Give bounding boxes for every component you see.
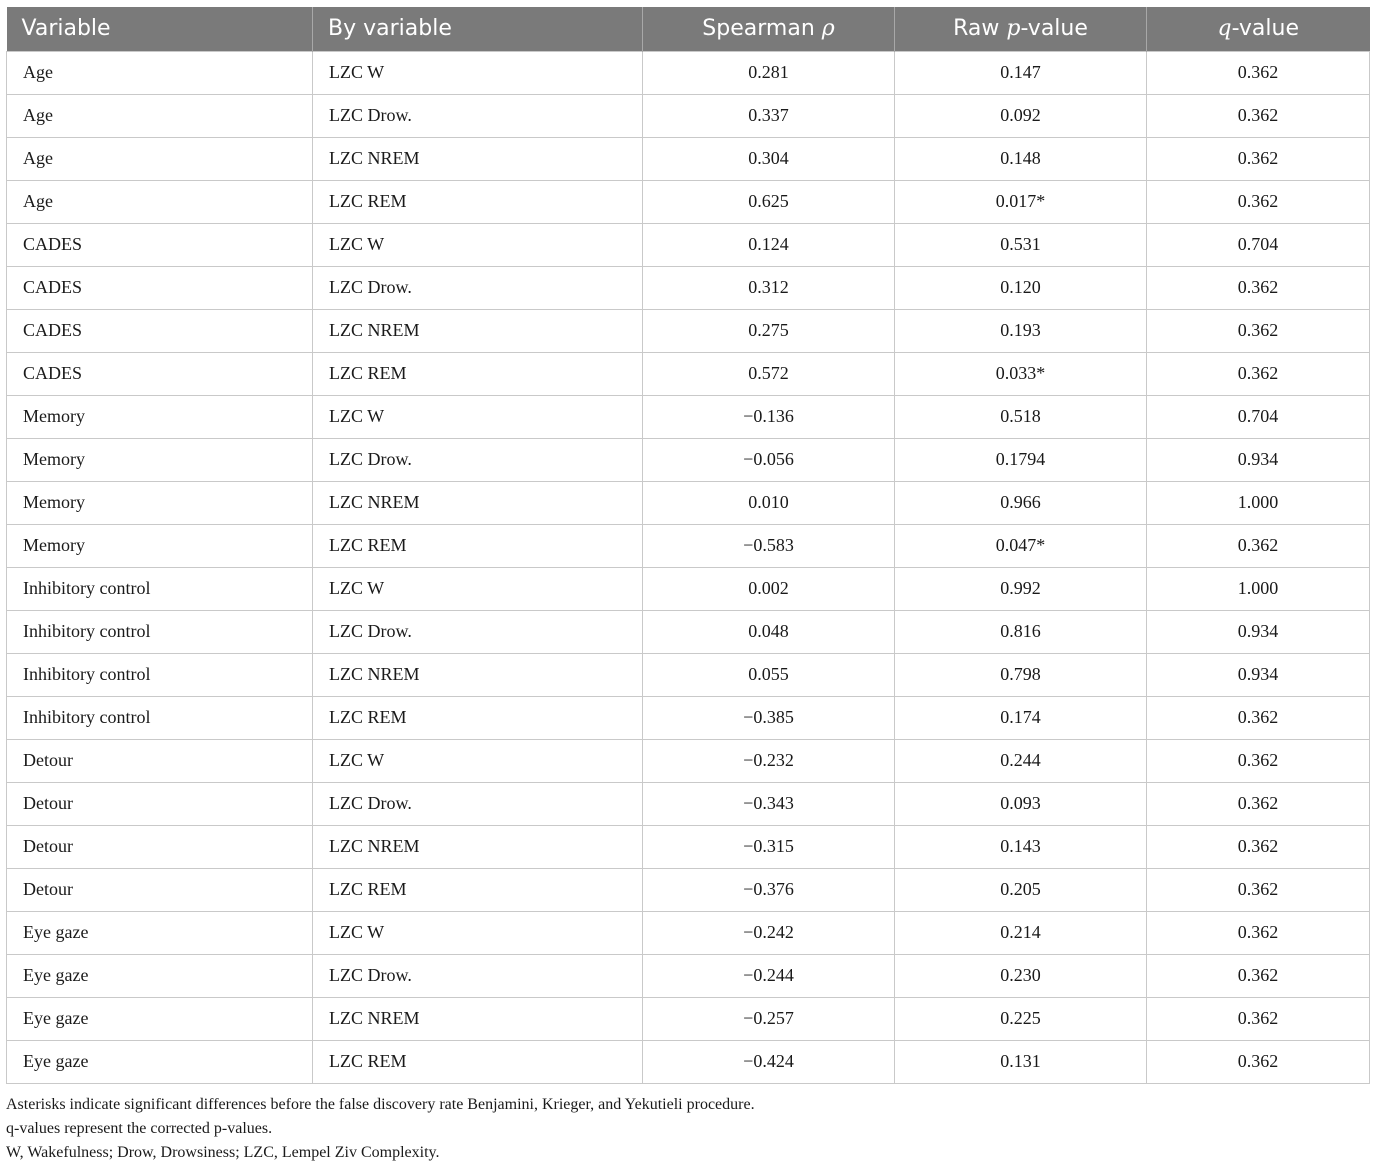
cell-spearman-rho: −0.315 <box>643 825 895 868</box>
cell-by-variable: LZC REM <box>313 180 643 223</box>
cell-q-value: 0.362 <box>1147 825 1370 868</box>
cell-by-variable: LZC REM <box>313 352 643 395</box>
cell-raw-p-value: 0.992 <box>895 567 1147 610</box>
cell-by-variable: LZC Drow. <box>313 266 643 309</box>
cell-spearman-rho: −0.257 <box>643 997 895 1040</box>
table-row <box>7 739 1370 782</box>
header-raw-suffix: -value <box>1020 16 1088 42</box>
cell-raw-p-value: 0.214 <box>895 911 1147 954</box>
header-by-variable: By variable <box>313 7 643 51</box>
footnote-asterisks: Asterisks indicate significant differences before the false discovery rate Benjamini, Krieger, and Yekutieli procedure. <box>6 1096 755 1113</box>
cell-by-variable: LZC NREM <box>313 653 643 696</box>
cell-variable: Age <box>7 180 313 223</box>
cell-q-value: 0.362 <box>1147 696 1370 739</box>
table-row <box>7 223 1370 266</box>
cell-raw-p-value: 0.193 <box>895 309 1147 352</box>
cell-raw-p-value: 0.092 <box>895 94 1147 137</box>
cell-q-value: 1.000 <box>1147 567 1370 610</box>
cell-variable: Eye gaze <box>7 911 313 954</box>
cell-variable: Age <box>7 137 313 180</box>
cell-q-value: 0.362 <box>1147 911 1370 954</box>
cell-by-variable: LZC Drow. <box>313 438 643 481</box>
cell-q-value: 0.934 <box>1147 610 1370 653</box>
cell-by-variable: LZC W <box>313 911 643 954</box>
table-row <box>7 94 1370 137</box>
table-row <box>7 309 1370 352</box>
cell-variable: Age <box>7 94 313 137</box>
cell-raw-p-value: 0.518 <box>895 395 1147 438</box>
cell-raw-p-value: 0.148 <box>895 137 1147 180</box>
cell-by-variable: LZC Drow. <box>313 610 643 653</box>
cell-q-value: 0.362 <box>1147 51 1370 94</box>
cell-spearman-rho: −0.244 <box>643 954 895 997</box>
cell-variable: Detour <box>7 739 313 782</box>
cell-variable: CADES <box>7 309 313 352</box>
table-row <box>7 180 1370 223</box>
cell-by-variable: LZC W <box>313 567 643 610</box>
cell-q-value: 0.362 <box>1147 997 1370 1040</box>
header-row <box>7 7 1370 51</box>
cell-spearman-rho: 0.281 <box>643 51 895 94</box>
cell-spearman-rho: 0.124 <box>643 223 895 266</box>
header-raw-prefix: Raw <box>953 16 1007 42</box>
cell-raw-p-value: 0.966 <box>895 481 1147 524</box>
footnote-abbreviations: W, Wakefulness; Drow, Drowsiness; LZC, Lempel Ziv Complexity. <box>6 1144 440 1161</box>
cell-raw-p-value: 0.147 <box>895 51 1147 94</box>
cell-spearman-rho: −0.343 <box>643 782 895 825</box>
cell-raw-p-value: 0.131 <box>895 1040 1147 1083</box>
cell-spearman-rho: 0.304 <box>643 137 895 180</box>
cell-spearman-rho: 0.048 <box>643 610 895 653</box>
table-row <box>7 524 1370 567</box>
cell-variable: Eye gaze <box>7 954 313 997</box>
cell-raw-p-value: 0.093 <box>895 782 1147 825</box>
cell-spearman-rho: −0.136 <box>643 395 895 438</box>
table-row <box>7 352 1370 395</box>
cell-spearman-rho: −0.056 <box>643 438 895 481</box>
cell-spearman-rho: −0.424 <box>643 1040 895 1083</box>
table-row <box>7 51 1370 94</box>
cell-q-value: 0.362 <box>1147 137 1370 180</box>
header-raw-p-value <box>895 7 1147 51</box>
table-row <box>7 696 1370 739</box>
table-row <box>7 911 1370 954</box>
cell-raw-p-value: 0.1794 <box>895 438 1147 481</box>
cell-by-variable: LZC Drow. <box>313 954 643 997</box>
cell-variable: Inhibitory control <box>7 567 313 610</box>
cell-variable: Memory <box>7 395 313 438</box>
header-spearman-symbol: ρ <box>821 16 835 42</box>
table-row <box>7 610 1370 653</box>
table-row <box>7 137 1370 180</box>
cell-variable: CADES <box>7 266 313 309</box>
table-row <box>7 567 1370 610</box>
results-table-container <box>6 7 1369 1084</box>
cell-by-variable: LZC W <box>313 51 643 94</box>
table-row <box>7 782 1370 825</box>
cell-variable: Detour <box>7 782 313 825</box>
cell-variable: Inhibitory control <box>7 653 313 696</box>
cell-spearman-rho: 0.625 <box>643 180 895 223</box>
cell-raw-p-value: 0.047* <box>895 524 1147 567</box>
table-row <box>7 954 1370 997</box>
cell-q-value: 0.704 <box>1147 395 1370 438</box>
cell-variable: CADES <box>7 223 313 266</box>
table-row <box>7 825 1370 868</box>
cell-q-value: 0.362 <box>1147 868 1370 911</box>
cell-variable: Age <box>7 51 313 94</box>
cell-variable: Memory <box>7 481 313 524</box>
cell-by-variable: LZC W <box>313 739 643 782</box>
header-raw-italic: p <box>1006 16 1021 42</box>
cell-q-value: 0.362 <box>1147 782 1370 825</box>
header-spearman <box>643 7 895 51</box>
cell-spearman-rho: −0.583 <box>643 524 895 567</box>
cell-variable: Eye gaze <box>7 997 313 1040</box>
cell-variable: Detour <box>7 868 313 911</box>
cell-spearman-rho: 0.275 <box>643 309 895 352</box>
cell-q-value: 0.362 <box>1147 352 1370 395</box>
cell-by-variable: LZC REM <box>313 696 643 739</box>
header-q-italic: q <box>1217 16 1232 42</box>
cell-by-variable: LZC W <box>313 223 643 266</box>
cell-spearman-rho: 0.312 <box>643 266 895 309</box>
cell-spearman-rho: −0.385 <box>643 696 895 739</box>
cell-q-value: 0.362 <box>1147 94 1370 137</box>
cell-q-value: 0.362 <box>1147 1040 1370 1083</box>
table-header <box>7 7 1370 51</box>
cell-by-variable: LZC NREM <box>313 997 643 1040</box>
cell-q-value: 0.362 <box>1147 739 1370 782</box>
cell-variable: Inhibitory control <box>7 696 313 739</box>
cell-q-value: 0.362 <box>1147 266 1370 309</box>
cell-by-variable: LZC NREM <box>313 481 643 524</box>
cell-raw-p-value: 0.174 <box>895 696 1147 739</box>
cell-raw-p-value: 0.120 <box>895 266 1147 309</box>
cell-spearman-rho: 0.002 <box>643 567 895 610</box>
cell-spearman-rho: −0.242 <box>643 911 895 954</box>
header-q-suffix: -value <box>1231 16 1300 42</box>
table-row <box>7 266 1370 309</box>
cell-raw-p-value: 0.017* <box>895 180 1147 223</box>
table-footnotes <box>6 1093 1369 1165</box>
cell-by-variable: LZC W <box>313 395 643 438</box>
cell-raw-p-value: 0.798 <box>895 653 1147 696</box>
cell-variable: Detour <box>7 825 313 868</box>
cell-by-variable: LZC NREM <box>313 137 643 180</box>
table-row <box>7 438 1370 481</box>
cell-spearman-rho: 0.010 <box>643 481 895 524</box>
cell-spearman-rho: 0.572 <box>643 352 895 395</box>
correlation-table <box>6 7 1370 1084</box>
cell-raw-p-value: 0.531 <box>895 223 1147 266</box>
cell-raw-p-value: 0.244 <box>895 739 1147 782</box>
table-body <box>7 51 1370 1083</box>
cell-variable: CADES <box>7 352 313 395</box>
cell-by-variable: LZC NREM <box>313 825 643 868</box>
cell-q-value: 0.934 <box>1147 438 1370 481</box>
cell-by-variable: LZC REM <box>313 524 643 567</box>
table-row <box>7 997 1370 1040</box>
table-row <box>7 868 1370 911</box>
cell-q-value: 0.362 <box>1147 309 1370 352</box>
footnote-q-values: q-values represent the corrected p-values. <box>6 1120 273 1137</box>
cell-spearman-rho: −0.232 <box>643 739 895 782</box>
cell-raw-p-value: 0.205 <box>895 868 1147 911</box>
cell-raw-p-value: 0.816 <box>895 610 1147 653</box>
cell-raw-p-value: 0.230 <box>895 954 1147 997</box>
cell-q-value: 0.934 <box>1147 653 1370 696</box>
table-row <box>7 653 1370 696</box>
table-row <box>7 395 1370 438</box>
header-q-value <box>1147 7 1370 51</box>
cell-q-value: 0.362 <box>1147 954 1370 997</box>
cell-spearman-rho: 0.337 <box>643 94 895 137</box>
header-spearman-prefix: Spearman <box>702 16 822 42</box>
cell-variable: Memory <box>7 438 313 481</box>
cell-raw-p-value: 0.033* <box>895 352 1147 395</box>
cell-spearman-rho: 0.055 <box>643 653 895 696</box>
cell-variable: Memory <box>7 524 313 567</box>
cell-raw-p-value: 0.225 <box>895 997 1147 1040</box>
table-row <box>7 481 1370 524</box>
cell-q-value: 0.362 <box>1147 524 1370 567</box>
cell-by-variable: LZC REM <box>313 1040 643 1083</box>
cell-raw-p-value: 0.143 <box>895 825 1147 868</box>
header-variable: Variable <box>7 7 313 51</box>
cell-q-value: 0.362 <box>1147 180 1370 223</box>
cell-by-variable: LZC NREM <box>313 309 643 352</box>
cell-by-variable: LZC Drow. <box>313 94 643 137</box>
cell-by-variable: LZC Drow. <box>313 782 643 825</box>
cell-spearman-rho: −0.376 <box>643 868 895 911</box>
cell-q-value: 0.704 <box>1147 223 1370 266</box>
cell-variable: Inhibitory control <box>7 610 313 653</box>
cell-q-value: 1.000 <box>1147 481 1370 524</box>
table-row <box>7 1040 1370 1083</box>
cell-by-variable: LZC REM <box>313 868 643 911</box>
cell-variable: Eye gaze <box>7 1040 313 1083</box>
